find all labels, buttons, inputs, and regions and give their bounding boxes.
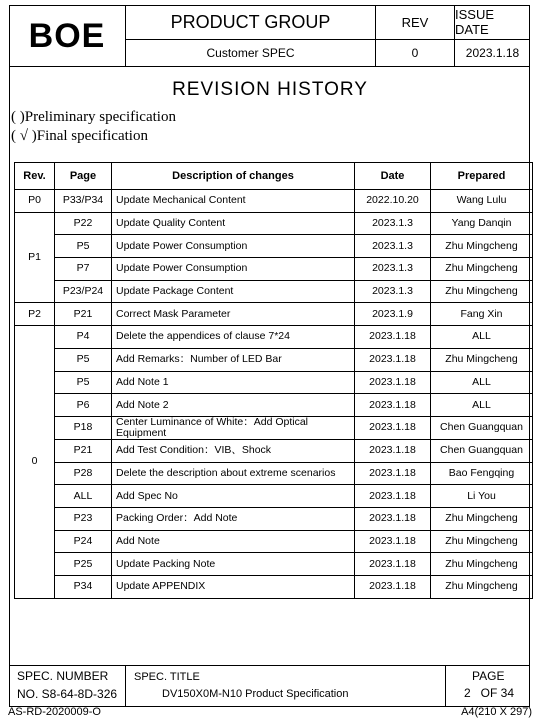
date-cell: 2023.1.18 xyxy=(355,326,431,349)
footer-spec-number-cell xyxy=(9,666,126,707)
page-cell: P5 xyxy=(55,371,112,394)
date-cell: 2023.1.3 xyxy=(355,235,431,258)
date-cell: 2023.1.18 xyxy=(355,553,431,576)
page-cell: P33/P34 xyxy=(55,190,112,213)
prepared-cell: Bao Fengqing xyxy=(431,462,533,485)
page-cell: P25 xyxy=(55,553,112,576)
col-header-prepared: Prepared xyxy=(431,163,533,190)
rev-cell: P0 xyxy=(15,190,55,213)
prepared-cell: Zhu Mingcheng xyxy=(431,553,533,576)
footer xyxy=(9,665,530,707)
rev-value: 0 xyxy=(376,40,455,66)
prepared-cell: Zhu Mingcheng xyxy=(431,576,533,599)
description-cell: Add Test Condition：VIB、Shock xyxy=(112,439,355,462)
page-cell: P23/P24 xyxy=(55,280,112,303)
table-row xyxy=(15,394,533,417)
table-row xyxy=(15,190,533,213)
prepared-cell: Zhu Mingcheng xyxy=(431,348,533,371)
table-row xyxy=(15,439,533,462)
page-value: 2 OF 34 xyxy=(464,686,515,700)
prepared-cell: Wang Lulu xyxy=(431,190,533,213)
prepared-cell: ALL xyxy=(431,326,533,349)
prepared-cell: Zhu Mingcheng xyxy=(431,258,533,281)
description-cell: Add Remarks：Number of LED Bar xyxy=(112,348,355,371)
table-row xyxy=(15,303,533,326)
prepared-cell: ALL xyxy=(431,394,533,417)
rev-label: REV xyxy=(376,5,455,40)
page-cell: ALL xyxy=(55,485,112,508)
date-cell: 2023.1.9 xyxy=(355,303,431,326)
page-cell: P21 xyxy=(55,303,112,326)
date-cell: 2022.10.20 xyxy=(355,190,431,213)
rev-cell: 0 xyxy=(15,326,55,599)
description-cell: Update Quality Content xyxy=(112,212,355,235)
date-cell: 2023.1.3 xyxy=(355,212,431,235)
description-cell: Center Luminance of White：Add Optical Equipment xyxy=(112,416,355,439)
description-cell: Update Power Consumption xyxy=(112,235,355,258)
description-cell: Update Power Consumption xyxy=(112,258,355,281)
page-cell: P22 xyxy=(55,212,112,235)
spec-number-label: SPEC. NUMBER xyxy=(17,669,109,683)
date-cell: 2023.1.18 xyxy=(355,394,431,417)
page-cell: P21 xyxy=(55,439,112,462)
prepared-cell: Li You xyxy=(431,485,533,508)
date-cell: 2023.1.18 xyxy=(355,576,431,599)
date-cell: 2023.1.18 xyxy=(355,530,431,553)
date-cell: 2023.1.18 xyxy=(355,507,431,530)
doc-code: AS-RD-2020009-O xyxy=(8,706,101,718)
prepared-cell: Zhu Mingcheng xyxy=(431,235,533,258)
table-row xyxy=(15,553,533,576)
page-cell: P34 xyxy=(55,576,112,599)
table-row xyxy=(15,348,533,371)
description-cell: Add Spec No xyxy=(112,485,355,508)
date-cell: 2023.1.3 xyxy=(355,280,431,303)
issue-date-label: ISSUE DATE xyxy=(455,5,530,40)
page-cell: P18 xyxy=(55,416,112,439)
spec-number-value: NO. S8-64-8D-326 xyxy=(17,687,118,701)
table-row xyxy=(15,462,533,485)
table-row xyxy=(15,326,533,349)
prepared-cell: Zhu Mingcheng xyxy=(431,507,533,530)
description-cell: Delete the appendices of clause 7*24 xyxy=(112,326,355,349)
date-cell: 2023.1.18 xyxy=(355,439,431,462)
table-row xyxy=(15,235,533,258)
description-cell: Update Packing Note xyxy=(112,553,355,576)
paper-size: A4(210 X 297) xyxy=(461,706,532,718)
date-cell: 2023.1.18 xyxy=(355,416,431,439)
spec-title-label: SPEC. TITLE xyxy=(134,671,200,683)
page-cell: P5 xyxy=(55,348,112,371)
prepared-cell: Zhu Mingcheng xyxy=(431,530,533,553)
footer-spec-title-cell xyxy=(126,666,446,707)
description-cell: Packing Order：Add Note xyxy=(112,507,355,530)
page-cell: P24 xyxy=(55,530,112,553)
table-header-row xyxy=(15,163,533,190)
page-cell: P23 xyxy=(55,507,112,530)
page-cell: P28 xyxy=(55,462,112,485)
description-cell: Update APPENDIX xyxy=(112,576,355,599)
prepared-cell: Fang Xin xyxy=(431,303,533,326)
table-row xyxy=(15,507,533,530)
page-cell: P6 xyxy=(55,394,112,417)
col-header-rev: Rev. xyxy=(15,163,55,190)
description-cell: Update Mechanical Content xyxy=(112,190,355,213)
date-cell: 2023.1.18 xyxy=(355,485,431,508)
description-cell: Add Note xyxy=(112,530,355,553)
description-cell: Delete the description about extreme scenarios xyxy=(112,462,355,485)
header xyxy=(9,5,530,67)
col-header-date: Date xyxy=(355,163,431,190)
prepared-cell: Chen Guangquan xyxy=(431,416,533,439)
logo-cell xyxy=(9,5,126,66)
date-cell: 2023.1.18 xyxy=(355,462,431,485)
description-cell: Correct Mask Parameter xyxy=(112,303,355,326)
rev-cell: P1 xyxy=(15,212,55,303)
table-row xyxy=(15,576,533,599)
date-cell: 2023.1.3 xyxy=(355,258,431,281)
table-row xyxy=(15,416,533,439)
description-cell: Update Package Content xyxy=(112,280,355,303)
issue-date-value: 2023.1.18 xyxy=(465,46,520,60)
prepared-cell: Chen Guangquan xyxy=(431,439,533,462)
revision-table xyxy=(14,162,533,599)
prepared-cell: ALL xyxy=(431,371,533,394)
page-cell: P5 xyxy=(55,235,112,258)
table-row xyxy=(15,530,533,553)
description-cell: Add Note 2 xyxy=(112,394,355,417)
table-row xyxy=(15,258,533,281)
option-final: ( √ )Final specification xyxy=(11,128,148,144)
doc-type: Customer SPEC xyxy=(126,40,376,66)
page-label: PAGE xyxy=(472,669,505,683)
description-cell: Add Note 1 xyxy=(112,371,355,394)
table-row xyxy=(15,371,533,394)
spec-title-value: DV150X0M-N10 Product Specification xyxy=(162,688,349,700)
option-preliminary: ( )Preliminary specification xyxy=(11,109,176,125)
prepared-cell: Zhu Mingcheng xyxy=(431,280,533,303)
table-row xyxy=(15,280,533,303)
col-header-page: Page xyxy=(55,163,112,190)
date-cell: 2023.1.18 xyxy=(355,348,431,371)
date-cell: 2023.1.18 xyxy=(355,371,431,394)
table-row xyxy=(15,212,533,235)
col-header-description: Description of changes xyxy=(112,163,355,190)
rev-cell: P2 xyxy=(15,303,55,326)
page-cell: P4 xyxy=(55,326,112,349)
page-cell: P7 xyxy=(55,258,112,281)
page-title: REVISION HISTORY xyxy=(172,79,368,100)
boe-logo: BOE xyxy=(28,16,106,55)
product-group-label: PRODUCT GROUP xyxy=(126,5,376,40)
prepared-cell: Yang Danqin xyxy=(431,212,533,235)
table-row xyxy=(15,485,533,508)
